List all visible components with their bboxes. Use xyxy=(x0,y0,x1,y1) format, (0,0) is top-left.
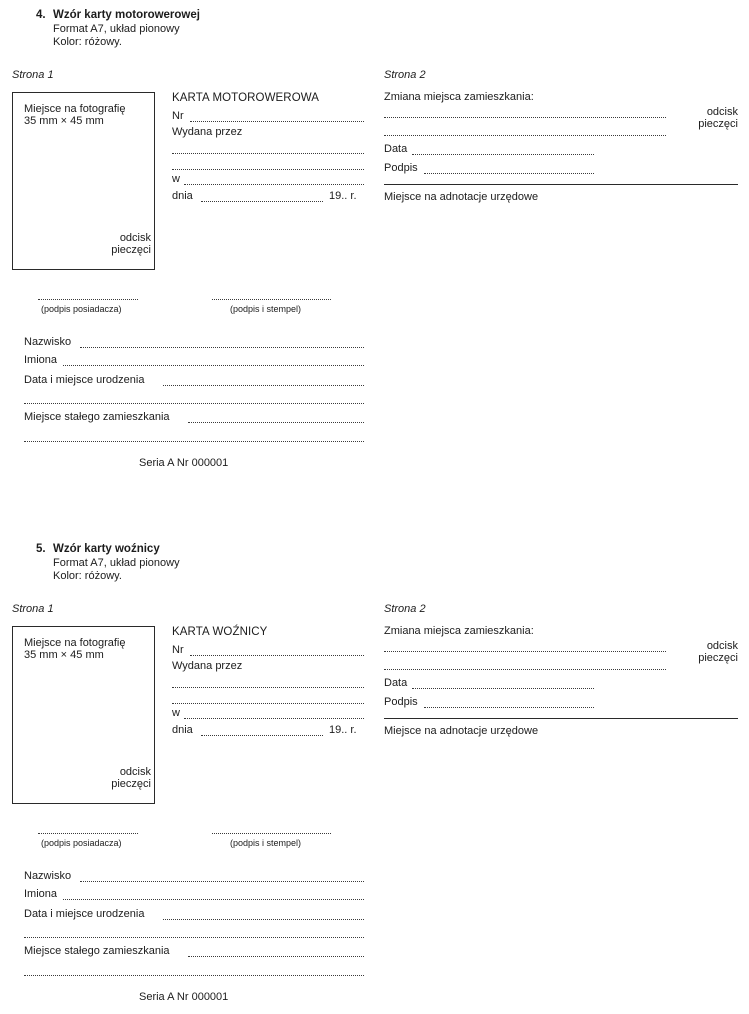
side2-signature-field[interactable] xyxy=(424,706,594,708)
stamp-signature-line[interactable] xyxy=(212,298,331,300)
section-title: Wzór karty woźnicy xyxy=(53,543,160,555)
first-names-label: Imiona xyxy=(24,354,58,366)
format-note: Format A7, układ pionowy xyxy=(53,23,180,35)
divider xyxy=(384,184,738,185)
dnia-label: dnia xyxy=(172,190,193,202)
photo-box xyxy=(12,92,155,270)
nr-label: Nr xyxy=(172,644,184,656)
surname-label: Nazwisko xyxy=(24,336,72,348)
section-title: Wzór karty motorowerowej xyxy=(53,9,200,21)
birth-label: Data i miejsce urodzenia xyxy=(24,908,145,920)
change-residence-field-2[interactable] xyxy=(384,134,666,136)
signature-label: Podpis xyxy=(384,162,418,174)
date-field[interactable] xyxy=(201,200,323,202)
color-note: Kolor: różowy. xyxy=(53,570,122,582)
side2-signature-field[interactable] xyxy=(424,172,594,174)
holder-signature-line[interactable] xyxy=(38,298,138,300)
place-field[interactable] xyxy=(184,717,364,719)
birth-field-1[interactable] xyxy=(163,384,364,386)
format-note: Format A7, układ pionowy xyxy=(53,557,180,569)
issued-by-field-2[interactable] xyxy=(172,702,364,704)
signature-label: Podpis xyxy=(384,696,418,708)
holder-signature-caption: (podpis posiadacza) xyxy=(41,838,122,848)
year-label: 19.. r. xyxy=(329,190,357,202)
issued-by-field-1[interactable] xyxy=(172,686,364,688)
side2-date-field[interactable] xyxy=(412,687,594,689)
photo-stamp-text: odcisk pieczęci xyxy=(111,765,151,791)
surname-field[interactable] xyxy=(80,346,364,348)
place-field[interactable] xyxy=(184,183,364,185)
side1-label: Strona 1 xyxy=(12,69,54,81)
date-field[interactable] xyxy=(201,734,323,736)
birth-field-2[interactable] xyxy=(24,936,364,938)
photo-label: Miejsce na fotografię 35 mm × 45 mm xyxy=(24,637,126,661)
official-notes-label: Miejsce na adnotacje urzędowe xyxy=(384,191,539,203)
date-label: Data xyxy=(384,677,408,689)
change-residence-label: Zmiana miejsca zamieszkania: xyxy=(384,625,534,637)
side2-date-field[interactable] xyxy=(412,153,594,155)
w-label: w xyxy=(172,707,180,719)
birth-field-1[interactable] xyxy=(163,918,364,920)
color-note: Kolor: różowy. xyxy=(53,36,122,48)
series-number: Seria A Nr 000001 xyxy=(139,991,229,1003)
issued-by-field-2[interactable] xyxy=(172,168,364,170)
photo-label: Miejsce na fotografię 35 mm × 45 mm xyxy=(24,103,126,127)
holder-signature-caption: (podpis posiadacza) xyxy=(41,304,122,314)
side2-stamp-text: odcisk pieczęci xyxy=(698,106,738,131)
first-names-field[interactable] xyxy=(63,898,364,900)
birth-field-2[interactable] xyxy=(24,402,364,404)
first-names-label: Imiona xyxy=(24,888,58,900)
issued-by-field-1[interactable] xyxy=(172,152,364,154)
surname-field[interactable] xyxy=(80,880,364,882)
first-names-field[interactable] xyxy=(63,364,364,366)
issued-by-label: Wydana przez xyxy=(172,660,243,672)
year-label: 19.. r. xyxy=(329,724,357,736)
change-residence-label: Zmiana miejsca zamieszkania: xyxy=(384,91,534,103)
card-title: KARTA WOŹNICY xyxy=(172,626,268,638)
card-title: KARTA MOTOROWEROWA xyxy=(172,92,320,104)
stamp-signature-line[interactable] xyxy=(212,832,331,834)
surname-label: Nazwisko xyxy=(24,870,72,882)
official-notes-label: Miejsce na adnotacje urzędowe xyxy=(384,725,539,737)
residence-field-2[interactable] xyxy=(24,440,364,442)
change-residence-field-2[interactable] xyxy=(384,668,666,670)
side2-label: Strona 2 xyxy=(384,69,426,81)
divider xyxy=(384,718,738,719)
stamp-signature-caption: (podpis i stempel) xyxy=(230,304,302,314)
section-number: 5. xyxy=(36,543,46,555)
side2-label: Strona 2 xyxy=(384,603,426,615)
w-label: w xyxy=(172,173,180,185)
holder-signature-line[interactable] xyxy=(38,832,138,834)
photo-stamp-text: odcisk pieczęci xyxy=(111,231,151,257)
residence-label: Miejsce stałego zamieszkania xyxy=(24,411,170,423)
side2-stamp-text: odcisk pieczęci xyxy=(698,640,738,665)
stamp-signature-caption: (podpis i stempel) xyxy=(230,838,302,848)
change-residence-field-1[interactable] xyxy=(384,116,666,118)
side1-label: Strona 1 xyxy=(12,603,54,615)
dnia-label: dnia xyxy=(172,724,193,736)
residence-field-2[interactable] xyxy=(24,974,364,976)
photo-box xyxy=(12,626,155,804)
residence-label: Miejsce stałego zamieszkania xyxy=(24,945,170,957)
nr-label: Nr xyxy=(172,110,184,122)
birth-label: Data i miejsce urodzenia xyxy=(24,374,145,386)
series-number: Seria A Nr 000001 xyxy=(139,457,229,469)
residence-field-1[interactable] xyxy=(188,421,364,423)
change-residence-field-1[interactable] xyxy=(384,650,666,652)
issued-by-label: Wydana przez xyxy=(172,126,243,138)
section-number: 4. xyxy=(36,9,46,21)
nr-field[interactable] xyxy=(190,654,364,656)
date-label: Data xyxy=(384,143,408,155)
residence-field-1[interactable] xyxy=(188,955,364,957)
nr-field[interactable] xyxy=(190,120,364,122)
